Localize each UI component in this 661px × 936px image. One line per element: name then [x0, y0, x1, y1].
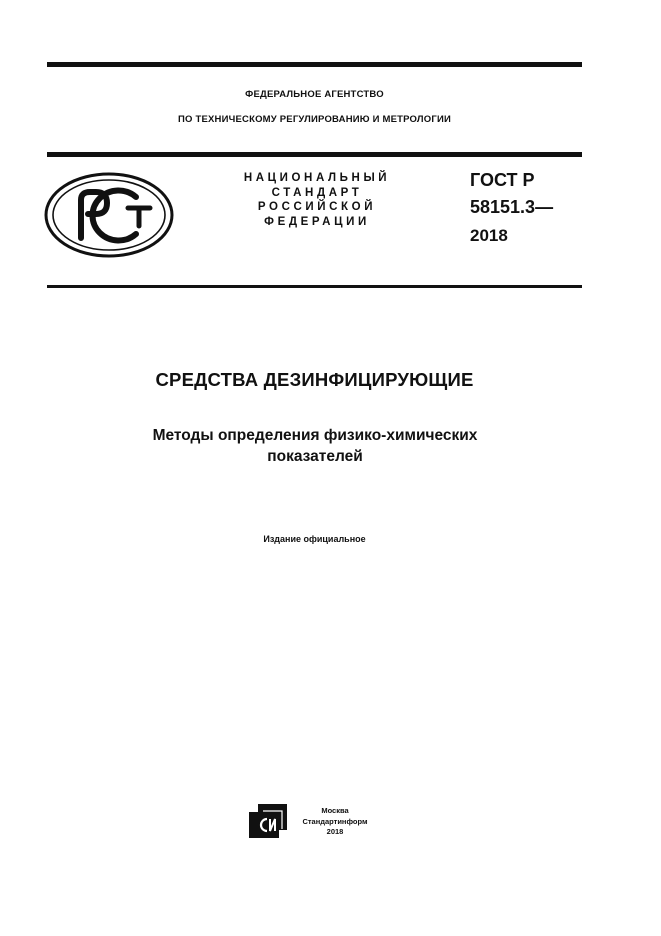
document-title: СРЕДСТВА ДЕЗИНФИЦИРУЮЩИЕ	[155, 369, 474, 390]
subtitle-line-2: показателей	[267, 448, 363, 465]
publisher-imprint	[296, 806, 374, 838]
designation-line-1: ГОСТ Р	[470, 170, 535, 190]
top-rule	[47, 62, 582, 67]
standard-designation	[470, 167, 553, 221]
bottom-rule	[47, 285, 582, 288]
publisher-year: 2018	[326, 827, 344, 836]
standard-type-block	[232, 171, 402, 229]
publisher-city: Москва	[321, 806, 349, 815]
standard-type-line: СТАНДАРТ	[271, 186, 363, 199]
standard-type-line: ФЕДЕРАЦИИ	[264, 215, 370, 228]
standard-type-line: РОССИЙСКОЙ	[257, 201, 377, 213]
document-subtitle	[80, 425, 550, 467]
middle-rule	[47, 152, 582, 157]
publisher-name: Стандартинформ	[302, 816, 368, 826]
agency-name-line-1: ФЕДЕРАЛЬНОЕ АГЕНТСТВО	[245, 89, 384, 100]
standartinform-logo-icon	[248, 803, 288, 839]
standard-type-line: НАЦИОНАЛЬНЫЙ	[243, 172, 391, 184]
designation-line-2: 58151.3—	[470, 197, 554, 217]
agency-name-line-2: ПО ТЕХНИЧЕСКОМУ РЕГУЛИРОВАНИЮ И МЕТРОЛОГИИ	[178, 114, 451, 125]
standard-year: 2018	[470, 226, 508, 245]
edition-note: Издание официальное	[263, 534, 366, 544]
subtitle-line-1: Методы определения физико-химических	[152, 427, 478, 444]
rst-certification-mark-icon	[44, 172, 174, 258]
